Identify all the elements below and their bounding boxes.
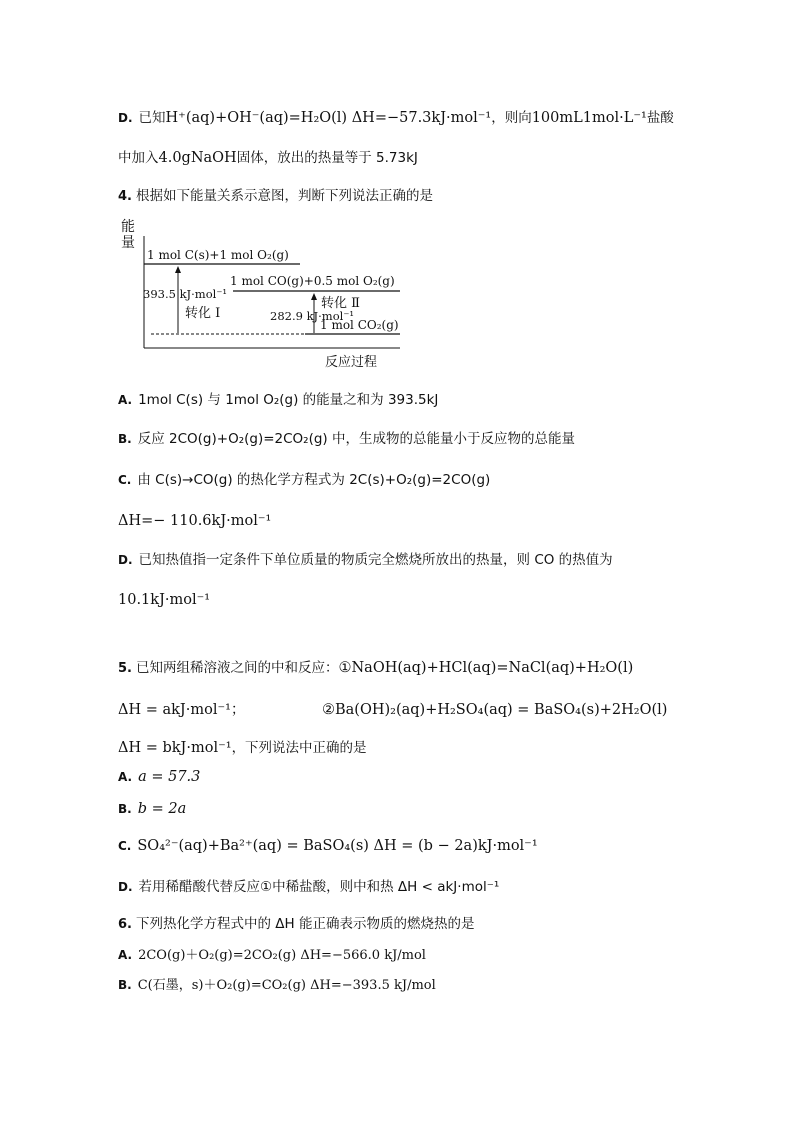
level-top-label: 1 mol C(s)+1 mol O₂(g) [147, 248, 289, 262]
question-text: 根据如下能量关系示意图，判断下列说法正确的是 [135, 188, 433, 204]
q3-option-d-cont [118, 148, 418, 168]
question-text: 下列热化学方程式中的 ΔH 能正确表示物质的燃烧热的是 [135, 916, 475, 932]
option-text: b = 2a [137, 801, 187, 817]
q5-stem-line3 [118, 738, 367, 758]
question-text: ，下列说法中正确的是 [231, 740, 367, 756]
energy-diagram [115, 216, 405, 372]
question-number: 5. [118, 661, 132, 676]
arrowhead-conv-1 [175, 266, 181, 273]
level-bot-label: 1 mol CO₂(g) [320, 318, 399, 332]
option-letter: D. [118, 553, 133, 567]
option-letter: A. [118, 770, 133, 784]
q5-option-c [118, 836, 538, 856]
delta-1-label: 393.5 kJ·mol⁻¹ [143, 287, 227, 301]
option-text: 中加入 [118, 150, 159, 166]
option-text: C(石墨，s)＋O₂(g)=CO₂(g) ΔH=−393.5 kJ/mol [137, 978, 436, 993]
option-letter: A. [118, 948, 133, 962]
q6-option-a [118, 945, 426, 966]
option-text: 固体，放出的热量等于 5.73kJ [236, 150, 418, 166]
question-text: 已知两组稀溶液之间的中和反应： [135, 660, 339, 676]
q4-stem [118, 186, 433, 207]
q3-option-d [118, 108, 674, 128]
q4-option-a [118, 390, 438, 410]
formula: 4.0gNaOH [158, 150, 237, 166]
option-letter: C. [118, 839, 132, 853]
q5-stem-line2 [118, 700, 245, 720]
q6-stem [118, 914, 474, 935]
option-text: 盐酸 [646, 110, 674, 126]
option-letter: B. [118, 432, 132, 446]
y-axis-label-1: 能 [121, 219, 135, 235]
option-text: 2CO(g)＋O₂(g)=2CO₂(g) ΔH=−566.0 kJ/mol [138, 948, 426, 963]
q4-option-c [118, 470, 490, 490]
option-text: 1mol C(s) 与 1mol O₂(g) 的能量之和为 393.5kJ [138, 392, 439, 408]
q4-option-d [118, 550, 613, 570]
equation: ②Ba(OH)₂(aq)+H₂SO₄(aq) = BaSO₄(s)+2H₂O(l) [322, 702, 668, 718]
option-letter: C. [118, 473, 132, 487]
q4-option-c-cont: ΔH=− 110.6kJ·mol⁻¹ [118, 513, 272, 529]
q5-equation-2 [322, 700, 667, 720]
option-letter: B. [118, 802, 132, 816]
option-text: 若用稀醋酸代替反应①中稀盐酸，则中和热 ΔH < akJ·mol⁻¹ [138, 879, 500, 895]
option-text: 已知 [138, 110, 166, 126]
option-text: 由 C(s)→CO(g) 的热化学方程式为 2C(s)+O₂(g)=2CO(g) [137, 472, 491, 488]
option-text: a = 57.3 [138, 769, 201, 785]
q5-option-b [118, 799, 186, 819]
question-number: 4. [118, 189, 132, 204]
equation: ①NaOH(aq)+HCl(aq)=NaCl(aq)+H₂O(l) [338, 660, 634, 676]
y-axis-label-2: 量 [121, 235, 135, 251]
delta-2-label: 282.9 kJ·mol⁻¹ [270, 309, 354, 323]
q5-option-d [118, 877, 499, 897]
concentration: 100mL1mol·L⁻¹ [531, 110, 647, 126]
option-letter: D. [118, 111, 133, 125]
option-text: ，则向 [491, 110, 532, 126]
x-axis-label: 反应过程 [325, 355, 378, 370]
q6-option-b [118, 975, 436, 996]
q4-option-b [118, 429, 575, 449]
option-letter: B. [118, 978, 132, 992]
option-text: 反应 2CO(g)+O₂(g)=2CO₂(g) 中，生成物的总能量小于反应物的总能量 [137, 431, 575, 447]
question-number: 6. [118, 917, 132, 932]
q4-option-d-cont: 10.1kJ·mol⁻¹ [118, 592, 211, 608]
option-text: 已知热值指一定条件下单位质量的物质完全燃烧所放出的热量，则 CO 的热值为 [138, 552, 613, 568]
option-letter: A. [118, 393, 133, 407]
arrowhead-conv-2 [311, 293, 317, 300]
option-letter: D. [118, 880, 133, 894]
q5-option-a [118, 767, 200, 787]
conv-1-label: 转化 Ⅰ [185, 306, 221, 321]
q5-stem [118, 658, 633, 679]
conv-2-label: 转化 Ⅱ [321, 296, 360, 311]
level-mid-label: 1 mol CO(g)+0.5 mol O₂(g) [230, 274, 395, 288]
equation: H⁺(aq)+OH⁻(aq)=H₂O(l) ΔH=−57.3kJ·mol⁻¹ [165, 110, 492, 126]
option-text: SO₄²⁻(aq)+Ba²⁺(aq) = BaSO₄(s) ΔH = (b − 2a)kJ·mol⁻¹ [137, 838, 538, 854]
enthalpy: ΔH = bkJ·mol⁻¹ [118, 740, 232, 756]
enthalpy: ΔH = akJ·mol⁻¹； [118, 702, 246, 718]
